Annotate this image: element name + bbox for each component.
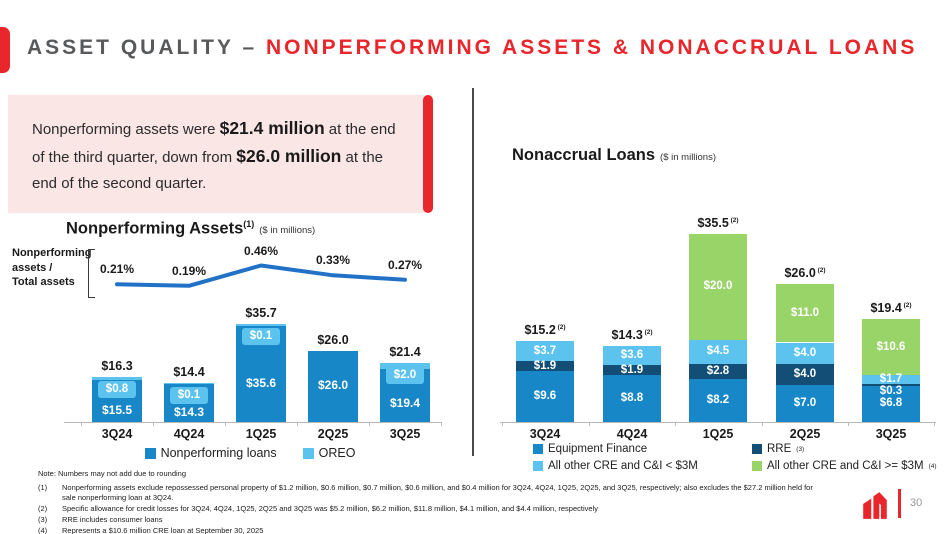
footnote-item: [38, 515, 828, 525]
nal-segment-label-1Q25: $8.2: [706, 393, 730, 406]
legend-footnote-ref: (3): [796, 445, 805, 453]
footnote-text: Nonperforming assets exclude repossessed personal property of $1.2 million, $0.6 million, $0.7 million, $0.6 million, and $0.4 million for 3Q24, 4Q24, 1Q25, 2Q25, and 3Q25, respectively; also excludes the $27.2 million held for sale nonperforming loan at 3Q24.: [62, 483, 813, 502]
nonperforming-assets-title: [66, 219, 315, 238]
ratio-axis-label: [12, 246, 91, 290]
legend-label: OREO: [318, 446, 356, 460]
nal-total-1Q25: [678, 216, 758, 230]
nal-segment-label-4Q24: $1.9: [620, 363, 644, 376]
nal-total-value: $19.4: [870, 301, 902, 316]
nal-segment-label-2Q25: $11.0: [790, 306, 820, 319]
nal-category-3Q24: 3Q24: [529, 427, 561, 441]
nal-total-value: $14.3: [611, 328, 643, 343]
nal-legend-item: [533, 443, 647, 455]
chart-title-text: Nonaccrual Loans: [512, 146, 656, 164]
footnote-number: (1): [38, 483, 48, 492]
header-accent-bar: [0, 27, 10, 73]
legend-swatch: [145, 448, 156, 459]
npa-legend: [60, 446, 440, 460]
ratio-axis-label-line: Total assets: [12, 276, 75, 288]
summary-text-part: at the end of the third quarter, down from: [32, 121, 396, 166]
nal-category-1Q25: 1Q25: [702, 427, 734, 441]
nal-segment-label-3Q24: $1.9: [533, 359, 557, 372]
footnote-item: [38, 483, 828, 502]
legend-label: All other CRE and C&I < $3M: [548, 460, 698, 472]
ratio-axis-label-line: assets /: [12, 261, 53, 274]
npa-category-1Q25: 1Q25: [245, 427, 277, 441]
summary-text-part: Nonperforming assets were: [32, 121, 220, 138]
nal-segment-label-3Q25: $10.6: [876, 340, 906, 353]
nal-total-4Q24: [592, 328, 672, 342]
nal-total-footnote-ref: (2): [815, 267, 826, 275]
npa-total-3Q25: $21.4: [389, 345, 421, 360]
ratio-axis-label-line: Nonperforming: [12, 247, 92, 259]
npa-oreo-segment-3Q24: [92, 377, 142, 379]
npa-loans-label-3Q24: $15.5: [101, 402, 133, 417]
ratio-point-label-3Q24: 0.21%: [99, 262, 135, 277]
nal-segment-label-1Q25: $2.8: [706, 364, 730, 377]
legend-label: Nonperforming loans: [160, 446, 277, 460]
summary-text: [32, 115, 410, 197]
npa-x-tick: [225, 422, 226, 426]
page-title-gray: ASSET QUALITY –: [27, 36, 266, 59]
npa-total-2Q25: $26.0: [317, 332, 349, 347]
npa-x-tick: [441, 422, 442, 426]
footnote-text: RRE includes consumer loans: [62, 514, 163, 524]
nal-x-tick: [502, 422, 503, 426]
footnote-number: (4): [38, 525, 48, 534]
footnote-text: Represents a $10.6 million CRE loan at September 30, 2025: [62, 525, 264, 534]
footer-separator: [898, 489, 901, 518]
page-title: [27, 36, 917, 60]
nal-total-value: $35.5: [697, 215, 729, 230]
nal-total-3Q25: [851, 301, 931, 315]
page-title-red: NONPERFORMING ASSETS & NONACCRUAL LOANS: [265, 36, 918, 59]
nal-segment-label-3Q25: $0.3: [879, 385, 903, 398]
chart-title-units: ($ in millions): [259, 225, 316, 237]
npa-x-tick: [153, 422, 154, 426]
legend-swatch: [533, 444, 543, 454]
nal-total-value: $26.0: [784, 266, 816, 281]
ratio-line: [117, 263, 405, 286]
nal-total-footnote-ref: (2): [642, 329, 653, 337]
nal-total-footnote-ref: (2): [555, 324, 566, 332]
npa-loans-label-2Q25: $26.0: [317, 378, 349, 393]
npa-loans-label-1Q25: $35.6: [245, 376, 277, 391]
nal-x-tick: [675, 422, 676, 426]
chart-title-text: Nonperforming Assets: [66, 219, 244, 238]
nal-segment-label-2Q25: $4.0: [793, 346, 817, 359]
npa-oreo-label-1Q25: $0.1: [242, 328, 280, 345]
nal-segment-label-2Q25: $7.0: [793, 396, 817, 409]
npa-oreo-label-4Q24: $0.1: [170, 387, 208, 404]
ratio-point-label-3Q25: 0.27%: [387, 257, 423, 272]
nal-total-footnote-ref: (2): [728, 216, 739, 224]
company-logo-icon: [860, 490, 890, 520]
npa-category-3Q24: 3Q24: [101, 427, 133, 441]
section-divider: [472, 88, 474, 456]
legend-footnote-ref: (4): [928, 462, 937, 470]
rounding-note: Note: Numbers may not add due to rounding: [38, 469, 187, 478]
nal-category-2Q25: 2Q25: [789, 427, 821, 441]
nal-segment-label-1Q25: $4.5: [706, 345, 730, 358]
summary-text-part: at the end of the second quarter.: [32, 149, 384, 192]
npa-total-3Q24: $16.3: [101, 359, 133, 374]
nal-segment-label-3Q24: $9.6: [533, 390, 557, 403]
npa-oreo-segment-1Q25: [236, 324, 286, 326]
legend-label: RRE: [767, 443, 792, 455]
npa-category-2Q25: 2Q25: [317, 427, 349, 441]
nal-segment-label-4Q24: $8.8: [620, 392, 644, 405]
callout-accent-bar: [423, 95, 433, 213]
nal-x-tick: [934, 422, 935, 426]
npa-oreo-label-3Q25: $2.0: [386, 367, 424, 384]
nal-segment-label-3Q25: $6.8: [879, 397, 903, 410]
summary-value-prior: $26.0 million: [236, 146, 342, 166]
npa-oreo-label-3Q24: $0.8: [98, 381, 136, 398]
nal-segment-label-1Q25: $20.0: [703, 280, 733, 293]
nal-total-value: $15.2: [524, 323, 556, 338]
npa-loans-label-4Q24: $14.3: [173, 405, 205, 420]
footnote-number: (2): [38, 503, 48, 513]
nal-total-footnote-ref: (2): [901, 302, 912, 310]
nonaccrual-loans-title: [512, 146, 716, 165]
nal-segment-label-3Q24: $3.7: [533, 344, 557, 357]
nal-legend-item: [752, 460, 937, 472]
npa-legend-item: [303, 446, 356, 460]
footnote-item: [38, 526, 828, 534]
npa-x-tick: [369, 422, 370, 426]
npa-category-4Q24: 4Q24: [173, 427, 205, 441]
npa-total-1Q25: $35.7: [245, 306, 277, 321]
nal-total-3Q24: [505, 323, 585, 337]
nal-x-axis: [500, 422, 936, 423]
nal-legend-item: [752, 443, 804, 455]
legend-swatch: [303, 448, 314, 459]
ratio-point-label-4Q24: 0.19%: [171, 263, 207, 278]
npa-x-tick: [297, 422, 298, 426]
ratio-point-label-2Q25: 0.33%: [315, 253, 351, 268]
legend-label: All other CRE and C&I >= $3M: [767, 460, 924, 472]
npa-legend-item: [145, 446, 277, 460]
nal-x-tick: [848, 422, 849, 426]
nal-category-4Q24: 4Q24: [616, 427, 648, 441]
nal-segment-label-3Q25: $1.7: [879, 373, 903, 386]
npa-category-3Q25: 3Q25: [389, 427, 421, 441]
page-number: 30: [910, 497, 923, 509]
chart-title-units: ($ in millions): [660, 152, 717, 163]
summary-value-current: $21.4 million: [219, 118, 325, 138]
legend-label: Equipment Finance: [548, 443, 648, 455]
npa-oreo-segment-4Q24: [164, 383, 214, 385]
nal-segment-label-2Q25: $4.0: [793, 367, 817, 380]
ratio-point-label-1Q25: 0.46%: [243, 243, 279, 258]
legend-swatch: [533, 461, 543, 471]
npa-x-axis: [64, 422, 442, 423]
nal-x-tick: [589, 422, 590, 426]
summary-callout: [8, 95, 425, 213]
nal-legend-item: [533, 460, 698, 472]
chart-title-footnote-ref: (1): [243, 219, 255, 229]
legend-swatch: [752, 444, 762, 454]
nal-total-2Q25: [765, 266, 845, 280]
footnotes-list: [38, 483, 828, 534]
legend-swatch: [752, 461, 762, 471]
nal-x-tick: [762, 422, 763, 426]
footnote-text: Specific allowance for credit losses for 3Q24, 4Q24, 1Q25, 2Q25 and 3Q25 was $5.2 million, $6.2 million, $11.8 million, $4.1 million, and $4.4 million, respectively: [62, 503, 598, 513]
footnote-number: (3): [38, 514, 48, 524]
footnote-item: [38, 504, 828, 514]
npa-x-tick: [81, 422, 82, 426]
nal-category-3Q25: 3Q25: [875, 427, 907, 441]
npa-loans-label-3Q25: $19.4: [389, 395, 421, 410]
npa-total-4Q24: $14.4: [173, 364, 205, 379]
nal-segment-label-4Q24: $3.6: [620, 349, 644, 362]
